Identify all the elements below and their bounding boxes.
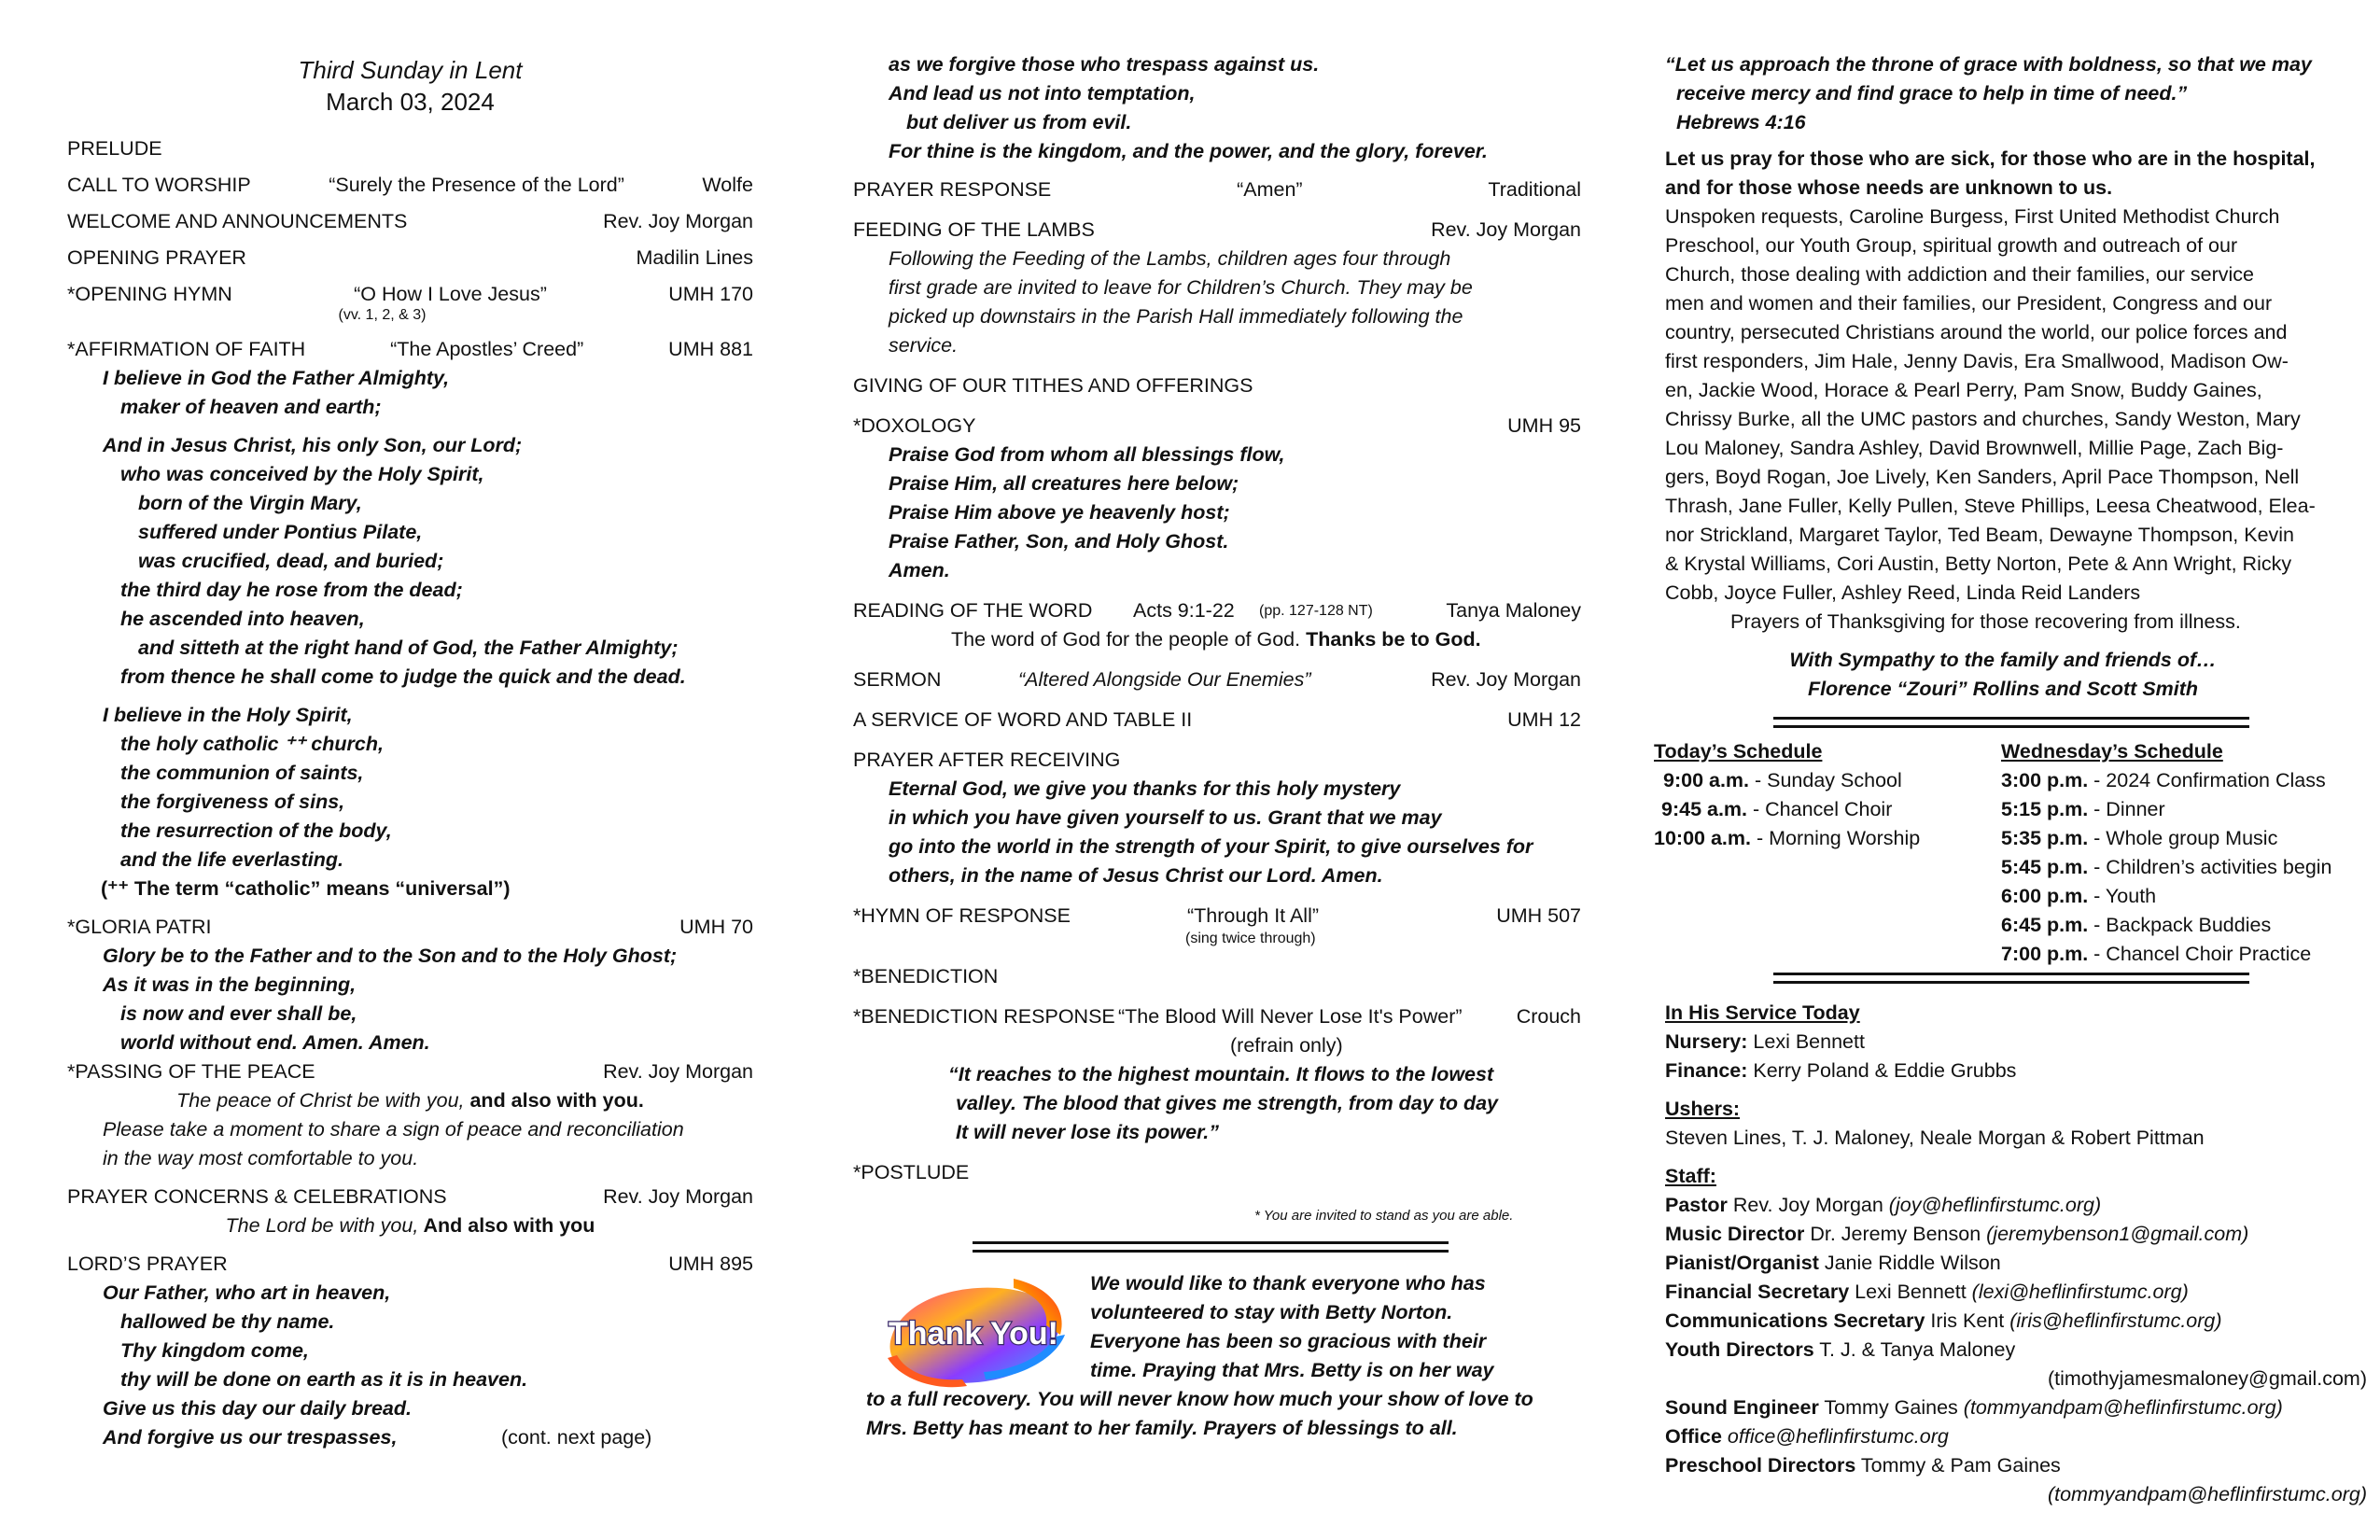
opening-prayer: OPENING PRAYER Madilin Lines	[67, 246, 753, 269]
today-schedule: Today’s Schedule 9:00 a.m. - Sunday School 9:45 a.m. - Chancel Choir 10:00 a.m. - Morning Worship	[1654, 740, 1921, 849]
thank-you-logo-text: Thank You!	[889, 1316, 1058, 1351]
lords-prayer-continued: as we forgive those who trespass against us. And lead us not into temptation, but deliver us from evil. For thine is the kingdom, and the power, and the glory, forever.	[889, 53, 1488, 162]
thanksgiving-line: Prayers of Thanksgiving for those recovering from illness.	[1730, 610, 2241, 633]
ushers-list: Steven Lines, T. J. Maloney, Neale Morgan & Robert Pittman	[1665, 1127, 2205, 1149]
preschool-email: (tommyandpam@heflinfirstumc.org)	[2047, 1483, 2367, 1505]
benediction: *BENEDICTION	[853, 965, 999, 987]
thank-you-section: Thank You! We would like to thank everyone who has volunteered to stay with Betty Norton. Everyone has been so gracious with their time. Praying that Mrs. Betty is on her way to a full recovery. You will never know how much your show of love to Mrs. Betty has meant to her family. Prayers of blessings to all.	[853, 1269, 1581, 1465]
divider	[973, 1241, 1449, 1253]
creed-footnote: (⁺⁺ The term “catholic” means “universal”)	[101, 877, 511, 900]
divider-bottom	[1773, 973, 2249, 984]
hymn-of-response: *HYMN OF RESPONSE “Through It All” UMH 507	[853, 904, 1581, 927]
hymn-note: (sing twice through)	[1185, 931, 1316, 946]
word-and-table: A SERVICE OF WORD AND TABLE II UMH 12	[853, 708, 1581, 731]
prayer-requests: Unspoken requests, Caroline Burgess, First United Methodist Church Preschool, our Youth Group, spiritual growth and outreach of our Church, those dealing with addiction and their families, our service men and women and their families, our President, Congress and our country, persecuted Christians around the world, our police forces and first responders, Jim Hale, Jenny Davis, Era Smallwood, Madison Ow- en, Jackie Wood, Horace & Pearl Perry, Pam Snow, Buddy Gaines, Chrissy Burke, all the UMC pastors and churches, Sandy Weston, Mary Lou Maloney, Sandra Ashley, David Brownwell, Millie Page, Zach Big- gers, Boyd Rogan, Joe Lively, Ken Sanders, April Pace Thompson, Nell Thrash, Jane Fuller, Kelly Pullen, Steve Phillips, Leesa Cheatwood, Elea- nor Strickland, Margaret Taylor, Ted Beam, Dewayne Thompson, Kevin & Krystal Williams, Cori Austin, Betty Norton, Pete & Ann Wright, Ricky Cobb, Joyce Fuller, Ashley Reed, Linda Reid Landers Prayers of Thanksgiving for those recovering from illness.	[1654, 203, 2371, 637]
lambs-text: Following the Feeding of the Lambs, children ages four through first grade are invited to leave for Children’s Church. They may be picked up downstairs in the Parish Hall immediately following the service.	[889, 247, 1473, 357]
reading-response: The word of God for the people of God. Thanks be to God.	[951, 628, 1481, 651]
benediction-response: *BENEDICTION RESPONSE “The Blood Will Never Lose It's Power” Crouch	[853, 1005, 1581, 1028]
opening-hymn: *OPENING HYMN “O How I Love Jesus” UMH 170	[67, 283, 753, 305]
concerns-response: The Lord be with you, And also with you	[225, 1214, 595, 1237]
peace-instructions-1: Please take a moment to share a sign of peace and reconciliation	[103, 1118, 684, 1141]
column-announcements	[1654, 50, 2371, 1509]
column-order-of-worship-1	[67, 52, 753, 1452]
divider-top	[1773, 717, 2249, 728]
prayer-after-text: Eternal God, we give you thanks for this holy mystery in which you have given yourself to us. Grant that we may go into the world in the strength of your Spirit, to give ourselves for others, in the name of Jesus Christ our Lord. Amen.	[889, 777, 1533, 887]
prayer-heading: Let us pray for those who are sick, for those who are in the hospital, and for those whose needs are unknown to us.	[1665, 147, 2316, 199]
call-to-worship: CALL TO WORSHIP “Surely the Presence of the Lord” Wolfe	[67, 174, 753, 196]
peace-instructions-2: in the way most comfortable to you.	[103, 1147, 419, 1169]
service-today: In His Service Today Nursery: Lexi Bennett Finance: Kerry Poland & Eddie Grubbs Ushers: Steven Lines, T. J. Maloney, Neale Morgan & Robert Pittman Staff: Pastor Rev. Joy Morgan (joy@heflinfirstumc.org) Music Director Dr. Jeremy Benson (jeremybenson1@gmail.com) Pianist/Organist Janie Riddle Wilson Financial Secretary Lexi Bennett (lexi@heflinfirstumc.org) Communications Secretary Iris Kent (iris@heflinfirstumc.org) Youth Directors T. J. & Tanya Maloney (timothyjamesmaloney@gmail.com) Sound Engineer Tommy Gaines (tommyandpam@heflinfirstumc.org) Office office@heflinfirstumc.org Preschool Directors Tommy & Pam Gaines (tommyandpam@heflinfirstumc.org)	[1654, 999, 2371, 1509]
doxology-text: Praise God from whom all blessings flow, Praise Him, all creatures here below; Praise Him above ye heavenly host; Praise Father, Son, and Holy Ghost. Amen.	[889, 443, 1285, 581]
scripture-verse: “Let us approach the throne of grace with boldness, so that we may receive mercy and find grace to help in time of need.” Hebrews 4:16	[1665, 53, 2312, 133]
service-title: Third Sunday in Lent	[298, 56, 523, 84]
prayer-response: PRAYER RESPONSE “Amen” Traditional	[853, 178, 1581, 201]
thank-you-logo	[874, 1269, 1074, 1395]
staff-heading: Staff:	[1665, 1165, 1716, 1187]
apostles-creed: I believe in God the Father Almighty, maker of heaven and earth; And in Jesus Christ, his only Son, our Lord; who was conceived by the Holy Spirit, born of the Virgin Mary, suffered under Pontius Pilate, was crucified, dead, and buried; the third day he rose from the dead; he ascended into heaven, and sitteth at the right hand of God, the Father Almighty; from thence he shall come to judge the quick and the dead. I believe in the Holy Spirit, the holy catholic ⁺⁺ church, the communion of saints, the forgiveness of sins, the resurrection of the body, and the life everlasting. (⁺⁺ The term “catholic” means “universal”)	[67, 364, 753, 903]
staff-list: Pastor Rev. Joy Morgan (joy@heflinfirstumc.org) Music Director Dr. Jeremy Benson (jeremybenson1@gmail.com) Pianist/Organist Janie Riddle Wilson Financial Secretary Lexi Bennett (lexi@heflinfirstumc.org) Communications Secretary Iris Kent (iris@heflinfirstumc.org) Youth Directors T. J. & Tanya Maloney (timothyjamesmaloney@gmail.com) Sound Engineer Tommy Gaines (tommyandpam@heflinfirstumc.org) Office office@heflinfirstumc.org Preschool Directors Tommy & Pam Gaines (tommyandpam@heflinfirstumc.org)	[1665, 1191, 2371, 1509]
continued-note: (cont. next page)	[501, 1426, 652, 1449]
reading-of-the-word: READING OF THE WORD Acts 9:1-22 (pp. 127-128 NT) Tanya Maloney	[853, 599, 1581, 622]
opening-hymn-verses: (vv. 1, 2, & 3)	[338, 307, 427, 323]
postlude: *POSTLUDE	[853, 1161, 970, 1183]
wednesday-schedule: Wednesday’s Schedule 3:00 p.m. - 2024 Confirmation Class 5:15 p.m. - Dinner 5:35 p.m. - Whole group Music 5:45 p.m. - Children’s activities begin 6:00 p.m. - Youth 6:45 p.m. - Backpack Buddies 7:00 p.m. - Chancel Choir Practice	[2001, 740, 2332, 965]
ushers-heading: Ushers:	[1665, 1098, 1741, 1120]
lords-prayer: LORD’S PRAYER UMH 895	[67, 1253, 753, 1275]
lords-prayer-text: Our Father, who art in heaven, hallowed be thy name. Thy kingdom come, thy will be done on earth as it is in heaven. Give us this day our daily bread. And forgive us our trespasses, (cont. next page)	[67, 1279, 753, 1452]
gloria-patri: *GLORIA PATRI UMH 70	[67, 916, 753, 938]
benediction-note: (refrain only)	[1230, 1034, 1343, 1057]
giving-tithes: GIVING OF OUR TITHES AND OFFERINGS	[853, 374, 1253, 397]
prelude: PRELUDE	[67, 137, 162, 160]
passing-of-the-peace: *PASSING OF THE PEACE Rev. Joy Morgan	[67, 1060, 753, 1083]
peace-response: The peace of Christ be with you, and also with you.	[176, 1089, 644, 1112]
doxology: *DOXOLOGY UMH 95	[853, 414, 1581, 437]
gloria-text: Glory be to the Father and to the Son and to the Holy Ghost; As it was in the beginning, is now and ever shall be, world without end. Amen. Amen.	[103, 945, 678, 1054]
prayer-after-receiving: PRAYER AFTER RECEIVING	[853, 749, 1121, 771]
benediction-quote: “It reaches to the highest mountain. It flows to the lowest valley. The blood that gives me strength, from day to day It will never lose its power.”	[948, 1063, 1499, 1143]
youth-email: (timothyjamesmaloney@gmail.com)	[2047, 1367, 2367, 1390]
prayer-concerns: PRAYER CONCERNS & CELEBRATIONS Rev. Joy Morgan	[67, 1185, 753, 1208]
sermon: SERMON “Altered Alongside Our Enemies” Rev. Joy Morgan	[853, 668, 1581, 691]
sympathy: With Sympathy to the family and friends of… Florence “Zouri” Rollins and Scott Smith	[1789, 649, 2217, 700]
service-date: March 03, 2024	[326, 88, 495, 116]
welcome-announcements: WELCOME AND ANNOUNCEMENTS Rev. Joy Morgan	[67, 210, 753, 232]
thanks-text: We would like to thank everyone who has volunteered to stay with Betty Norton. Everyone has been so gracious with their time. Praying that Mrs. Betty is on her way	[1090, 1272, 1494, 1381]
stand-note: * You are invited to stand as you are able.	[1254, 1208, 1514, 1224]
column-order-of-worship-2	[853, 50, 1581, 1465]
affirmation-of-faith: *AFFIRMATION OF FAITH “The Apostles’ Creed” UMH 881	[67, 338, 753, 360]
feeding-of-the-lambs: FEEDING OF THE LAMBS Rev. Joy Morgan	[853, 218, 1581, 241]
schedules	[1654, 737, 2371, 969]
